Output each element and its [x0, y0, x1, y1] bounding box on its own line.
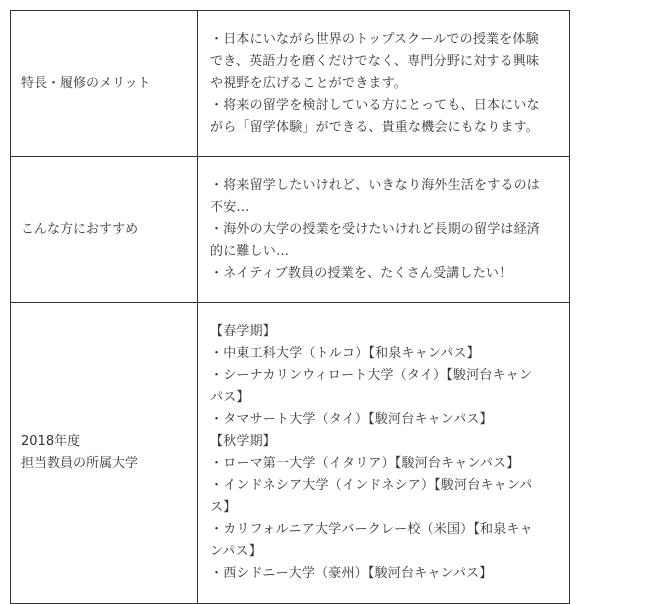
- content-line: ・タマサート大学（タイ）【駿河台キャンパス】: [210, 412, 493, 427]
- row-label-text: 担当教員の所属大学: [21, 456, 139, 471]
- content-line: パス】: [210, 390, 250, 405]
- row-content: [198, 11, 570, 157]
- table-row-universities: [11, 303, 570, 604]
- content-line: ンパス】: [210, 544, 262, 559]
- row-label: [11, 11, 198, 157]
- row-content: [198, 157, 570, 303]
- row-label-text: 2018年度: [21, 434, 81, 449]
- content-line: 的に難しい…: [210, 243, 290, 259]
- content-line: 【春学期】: [210, 324, 277, 339]
- row-label: [11, 157, 198, 303]
- content-line: がら「留学体験」ができる、貴重な機会にもなります。: [210, 119, 539, 135]
- row-label-text: 特長・履修のメリット: [21, 75, 151, 91]
- content-line: ・カリフォルニア大学バークレー校（米国）【和泉キャ: [210, 522, 533, 537]
- content-line: ・海外の大学の授業を受けたいけれど長期の留学は経済: [210, 221, 541, 237]
- content-line: ・シーナカリンウィロート大学（タイ）【駿河台キャン: [210, 368, 533, 383]
- row-label-text: こんな方におすすめ: [21, 221, 139, 237]
- row-label: [11, 303, 198, 604]
- content-line: ・日本にいながら世界のトップスクールでの授業を体験: [210, 31, 539, 47]
- content-line: ・中東工科大学（トルコ）【和泉キャンパス】: [210, 346, 480, 361]
- info-table: [10, 10, 570, 604]
- row-content: [198, 303, 570, 604]
- content-line: ・ネイティブ教員の授業を、たくさん受講したい！: [210, 265, 513, 281]
- content-line: 不安…: [210, 199, 250, 215]
- content-line: ・将来留学したいけれど、いきなり海外生活をするのは: [210, 177, 541, 193]
- content-line: ・インドネシア大学（インドネシア）【駿河台キャンパ: [210, 478, 533, 493]
- content-line: でき、英語力を磨くだけでなく、専門分野に対する興味: [210, 53, 540, 69]
- content-line: ・ローマ第一大学（イタリア）【駿河台キャンパス】: [210, 456, 520, 471]
- content-line: 【秋学期】: [210, 434, 277, 449]
- content-line: や視野を広げることができます。: [210, 75, 407, 91]
- content-line: ・将来の留学を検討している方にとっても、日本にいな: [210, 97, 540, 113]
- table-row-recommended: [11, 157, 570, 303]
- table-row-merits: [11, 11, 570, 157]
- content-line: ス】: [210, 500, 237, 515]
- content-line: ・西シドニー大学（豪州）【駿河台キャンパス】: [210, 566, 493, 581]
